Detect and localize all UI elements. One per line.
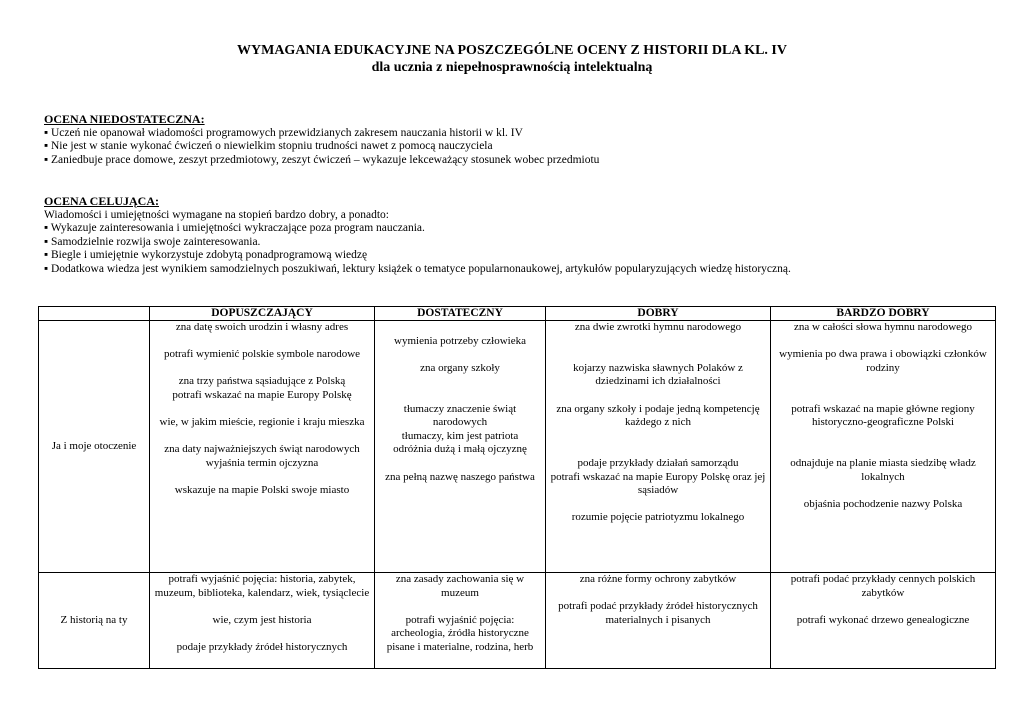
spacer [153, 471, 371, 485]
list-item: ▪ Dodatkowa wiedza jest wynikiem samodzielnych poszukiwań, lektury książek o tematyce popularnonaukowej, artykułów popularyzujących wiedzę historyczną. [44, 262, 791, 275]
requirement-item: wie, czym jest historia [212, 613, 312, 626]
requirement-item: potrafi wyjaśnić pojęcia: historia, zabytek, muzeum, biblioteka, kalendarz, wiek, tysiąclecie [154, 573, 370, 599]
list-item: ▪ Samodzielnie rozwija swoje zainteresowania. [44, 235, 261, 248]
requirement-item: odnajduje na planie miasta siedzibę władz lokalnych [790, 456, 976, 483]
cell-dostateczny [375, 321, 546, 573]
requirement-item: zna pełną nazwę naszego państwa [385, 470, 535, 483]
spacer [378, 600, 542, 614]
spacer [774, 389, 992, 403]
spacer [378, 457, 542, 471]
spacer [153, 600, 371, 614]
list-item: ▪ Zaniedbuje prace domowe, zeszyt przedmiotowy, zeszyt ćwiczeń – wykazuje lekceważący stosunek wobec przedmiotu [44, 153, 600, 166]
requirement-item: zna datę swoich urodzin i własny adres [175, 321, 349, 333]
section-intro: Wiadomości i umiejętności wymagane na stopień bardzo dobry, a ponadto: [44, 208, 389, 221]
section-heading: OCENA CELUJĄCA: [44, 194, 160, 208]
spacer [549, 587, 767, 601]
requirement-item: rozumie pojęcie patriotyzmu lokalnego [571, 511, 745, 524]
table-header-row [39, 307, 996, 321]
cell-dopuszczajacy [150, 573, 375, 669]
spacer [774, 600, 992, 614]
spacer [378, 321, 542, 335]
spacer [774, 484, 992, 498]
requirement-item: zna dwie zwrotki hymnu narodowego [574, 321, 742, 333]
section-niedostateczna [44, 113, 994, 167]
title-line-2: dla ucznia z niepełnosprawnością intelektualną [371, 60, 653, 75]
requirement-item: tłumaczy znaczenie świąt narodowych [403, 402, 517, 429]
spacer [549, 498, 767, 512]
requirement-item: zna organy szkoły [420, 361, 500, 374]
table-row [39, 573, 996, 669]
cell-dopuszczajacy [150, 321, 375, 573]
cell-dostateczny [375, 573, 546, 669]
requirement-item: potrafi wymienić polskie symbole narodowe [163, 348, 361, 361]
list-item: ▪ Biegle i umiejętnie wykorzystuje zdobytą ponadprogramową wiedzę [44, 249, 368, 262]
requirement-item: wie, w jakim mieście, regionie i kraju mieszka [159, 416, 365, 429]
title-line-1: WYMAGANIA EDUKACYJNE NA POSZCZEGÓLNE OCENY Z HISTORII DLA KL. IV [237, 43, 787, 58]
header-dobry: DOBRY [546, 307, 771, 321]
spacer [378, 389, 542, 403]
requirement-item: wymienia potrzeby człowieka [394, 334, 526, 347]
list-item: ▪ Nie jest w stanie wykonać ćwiczeń o niewielkim stopniu trudności nawet z pomocą nauczyciela [44, 140, 493, 153]
spacer [774, 335, 992, 349]
requirement-item: podaje przykłady działań samorządu [577, 456, 739, 469]
requirement-item: potrafi wykonać drzewo genealogiczne [796, 613, 970, 626]
requirement-item: potrafi wskazać na mapie Europy Polskę [172, 388, 352, 401]
requirement-item: zna trzy państwa sąsiadujące z Polską [178, 375, 346, 388]
requirement-item: potrafi wskazać na mapie Europy Polskę oraz jej sąsiadów [550, 470, 766, 497]
requirement-item: wyjaśnia termin ojczyzna [205, 456, 319, 469]
requirement-item: wymienia po dwa prawa i obowiązki członków rodziny [779, 348, 987, 374]
requirement-item: wskazuje na mapie Polski swoje miasto [174, 484, 350, 497]
requirement-item: objaśnia pochodzenie nazwy Polska [803, 497, 963, 510]
cell-dobry [546, 321, 771, 573]
requirement-item: zna różne formy ochrony zabytków [579, 573, 737, 585]
section-celujaca [44, 195, 994, 277]
spacer [774, 443, 992, 457]
requirement-item: kojarzy nazwiska sławnych Polaków z dziedzinami ich działalności [573, 361, 743, 388]
cell-bardzo-dobry [771, 573, 996, 669]
spacer [549, 430, 767, 444]
spacer [549, 335, 767, 349]
spacer [549, 443, 767, 457]
row-label: Ja i moje otoczenie [39, 321, 150, 573]
header-dostateczny: DOSTATECZNY [375, 307, 546, 321]
spacer [774, 375, 992, 389]
requirements-table [38, 306, 996, 669]
requirement-item: zna w całości słowa hymnu narodowego [793, 321, 973, 333]
spacer [153, 335, 371, 349]
requirement-item: tłumaczy, kim jest patriota [401, 429, 519, 442]
spacer [774, 430, 992, 444]
document-title [0, 42, 1024, 76]
table-row [39, 321, 996, 573]
header-corner [39, 307, 150, 321]
list-item: ▪ Wykazuje zainteresowania i umiejętności wykraczające poza program nauczania. [44, 222, 425, 235]
row-label: Z historią na ty [39, 573, 150, 669]
spacer [549, 389, 767, 403]
requirement-item: podaje przykłady źródeł historycznych [176, 640, 348, 653]
header-bardzo-dobry: BARDZO DOBRY [771, 307, 996, 321]
spacer [153, 362, 371, 376]
requirement-item: zna zasady zachowania się w muzeum [395, 573, 525, 599]
list-item: ▪ Uczeń nie opanował wiadomości programowych przewidzianych zakresem nauczania historii w kl. IV [44, 126, 523, 139]
requirement-item: zna daty najważniejszych świąt narodowych [164, 443, 360, 456]
requirement-item: zna organy szkoły i podaje jedną kompetencję każdego z nich [556, 402, 760, 429]
requirement-item: potrafi podać przykłady źródeł historycznych materialnych i pisanych [558, 600, 758, 626]
spacer [153, 627, 371, 641]
header-dopuszczajacy: DOPUSZCZAJĄCY [150, 307, 375, 321]
requirement-item: potrafi wyjaśnić pojęcia: archeologia, źródła historyczne pisane i materialne, rodzina, herb [386, 613, 534, 653]
cell-bardzo-dobry [771, 321, 996, 573]
spacer [378, 375, 542, 389]
requirement-item: potrafi wskazać na mapie główne regiony historyczno-geograficzne Polski [791, 402, 975, 429]
spacer [153, 430, 371, 444]
cell-dobry [546, 573, 771, 669]
section-heading: OCENA NIEDOSTATECZNA: [44, 112, 205, 126]
requirement-item: odróżnia dużą i małą ojczyznę [393, 443, 527, 456]
spacer [378, 348, 542, 362]
requirement-item: potrafi podać przykłady cennych polskich zabytków [790, 573, 976, 599]
spacer [549, 348, 767, 362]
spacer [153, 403, 371, 417]
